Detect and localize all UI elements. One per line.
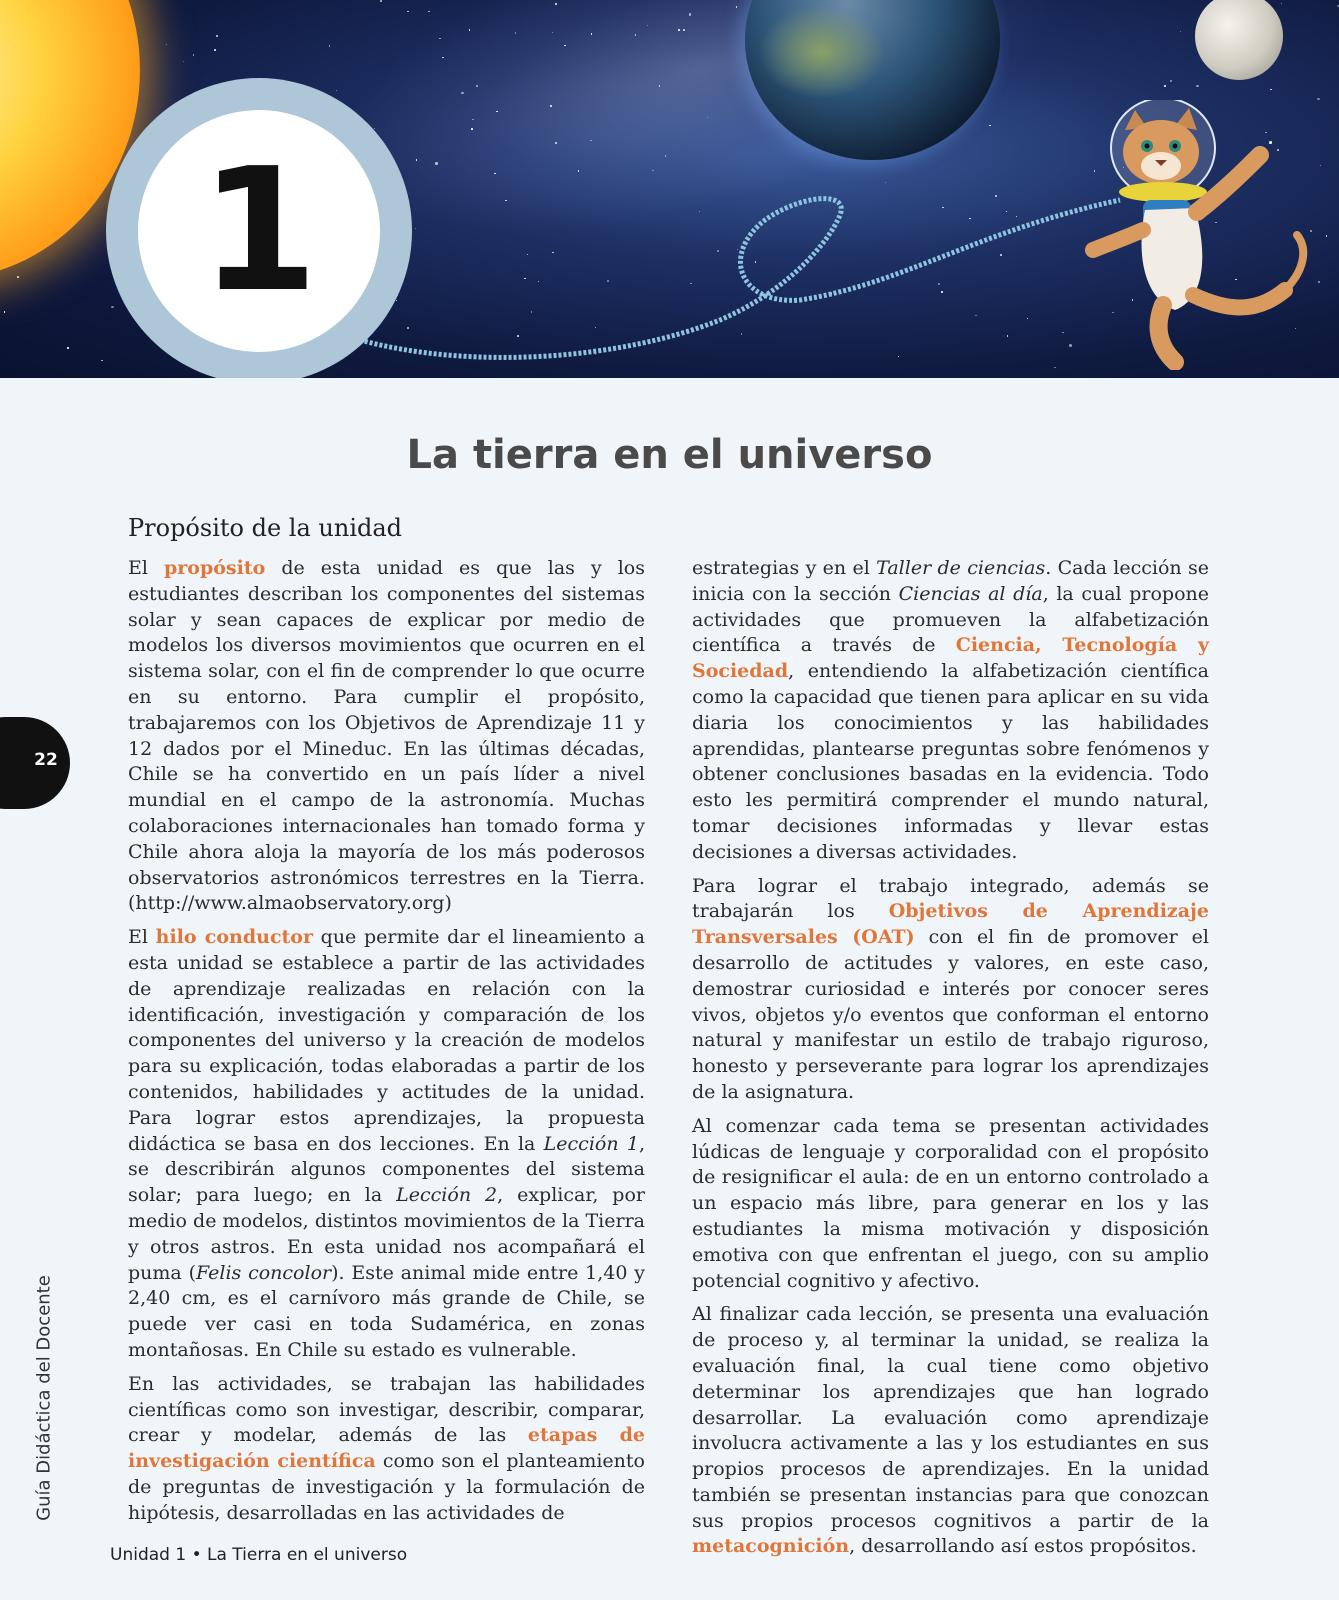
text-run: estrategias y en el: [692, 557, 877, 579]
text-run: que permite dar el lineamiento a esta unidad se establece a partir de las actividades de aprendizaje realizadas en relación con la identificación, investigación y comparación de los componentes del universo y la creación de modelos para su explicación, todas elaboradas a partir de los contenidos, habilidades y actitudes de la unidad. Para lograr estos aprendizajes, la propuesta didáctica se basa en dos lecciones. En la: [128, 926, 645, 1155]
unit-number-badge: [106, 78, 412, 378]
text-run: con el fin de promover el desarrollo de actitudes y valores, en este caso, demostrar curiosidad e interés por conocer seres vivos, objetos y/o eventos que conforman el entorno natural y manifestar un estilo de trabajo riguroso, honesto y perseverante para lograr los aprendizajes de la asignatura.: [692, 926, 1209, 1103]
paragraph: [128, 556, 645, 917]
highlight-term: propósito: [164, 557, 266, 579]
space-banner: [0, 0, 1339, 378]
italic-term: Lección 1: [543, 1132, 639, 1155]
puma-astronaut-illustration: [1085, 100, 1315, 370]
highlight-term: etapas de investigación científica: [128, 1424, 645, 1473]
text-run: El: [128, 926, 156, 949]
italic-term: Ciencias al día: [898, 582, 1043, 605]
text-run: , se describirán algunos componentes del sistema solar; para luego; en la: [128, 1132, 645, 1207]
paragraph: [692, 874, 1209, 1106]
left-text-column: [128, 556, 645, 1534]
right-text-column: [692, 556, 1209, 1568]
text-run: . Cada lección se inicia con la sección: [692, 557, 1209, 605]
text-run: , desarrollando así estos propósitos.: [849, 1535, 1197, 1558]
italic-term: Felis concolor: [195, 1261, 332, 1284]
paragraph: [128, 925, 645, 1364]
italic-term: Lección 2: [396, 1184, 498, 1207]
unit-number-badge-inner: [138, 110, 380, 352]
highlight-term: Ciencia, Tecnología y Sociedad: [692, 634, 1209, 683]
highlight-term: hilo conductor: [155, 926, 313, 949]
text-run: ). Este animal mide entre 1,40 y 2,40 cm, es el carnívoro más grande de Chile, se puede ver casi en toda Sudamérica, en zonas montañosas. En Chile su estado es vulnerable.: [128, 1261, 646, 1361]
page-number: 22: [34, 750, 58, 770]
unit-number: 1: [199, 132, 319, 330]
text-run: , explicar, por medio de modelos, distintos movimientos de la Tierra y otros astros. En esta unidad nos acompañará el puma (: [128, 1184, 645, 1284]
paragraph: [692, 556, 1209, 866]
italic-term: Taller de ciencias: [876, 557, 1046, 579]
side-label: Guía Didáctica del Docente: [33, 1275, 55, 1521]
unit-title: La tierra en el universo: [406, 432, 933, 478]
text-run: Al comenzar cada tema se presentan actividades lúdicas de lenguaje y corporalidad con el propósito de resignificar el aula: de en un entorno controlado a un espacio más libre, para generar en los y las estudiantes la misma motivación y disposición emotiva con que enfrentan el juego, con su amplio potencial cognitivo y afectivo.: [692, 1114, 1209, 1292]
text-run: El: [128, 557, 164, 579]
text-run: , entendiendo la alfabetización científica como la capacidad que tienen para aplicar en su vida diaria los conocimientos y las habilidades aprendidas, plantearse preguntas sobre fenómenos y obtener conclusiones basadas en la evidencia. Todo esto les permitirá comprender el mundo natural, tomar decisiones informadas y llevar estas decisiones a diversas actividades.: [692, 660, 1209, 863]
paragraph: [692, 1114, 1209, 1295]
text-run: , la cual propone actividades que promueven la alfabetización científica a través de: [692, 582, 1209, 657]
text-run: de esta unidad es que las y los estudiantes describan los componentes del sistemas solar y sean capaces de explicar por medio de modelos los diversos movimientos que ocurren en el sistema solar, con el fin de comprender lo que ocurre en su entorno. Para cumplir el propósito, trabajaremos con los Objetivos de Aprendizaje 11 y 12 dados por el Mineduc. En las últimas décadas, Chile se ha convertido en un país líder a nivel mundial en el campo de la astronomía. Muchas colaboraciones internacionales han tomado forma y Chile ahora aloja la mayoría de los más poderosos observatorios astronómicos terrestres en la Tierra. (http://www.almaobservatory.org): [128, 557, 645, 915]
highlight-term: Objetivos de Aprendizaje Transversales (OAT): [692, 900, 1209, 949]
section-heading: Propósito de la unidad: [128, 514, 403, 542]
paragraph: [128, 1372, 645, 1527]
text-run: En las actividades, se trabajan las habilidades científicas como son investigar, describir, comparar, crear y modelar, además de las: [128, 1372, 645, 1447]
footer-running-title: Unidad 1 • La Tierra en el universo: [110, 1545, 408, 1565]
highlight-term: metacognición: [692, 1535, 850, 1558]
text-run: Para lograr el trabajo integrado, además se trabajarán los: [692, 874, 1209, 923]
text-run: Al finalizar cada lección, se presenta una evaluación de proceso y, al terminar la unidad, se realiza la evaluación final, la cual tiene como objetivo determinar los aprendizajes que han logrado desarrollar. La evaluación como aprendizaje involucra activamente a las y los estudiantes en sus propios procesos de aprendizajes. En la unidad también se presentan instancias para que conozcan sus propios procesos cognitivos a partir de la: [692, 1303, 1209, 1532]
text-run: como son el planteamiento de preguntas de investigación y la formulación de hipótesis, desarrolladas en las actividades de: [128, 1450, 645, 1524]
paragraph: [692, 1302, 1209, 1560]
